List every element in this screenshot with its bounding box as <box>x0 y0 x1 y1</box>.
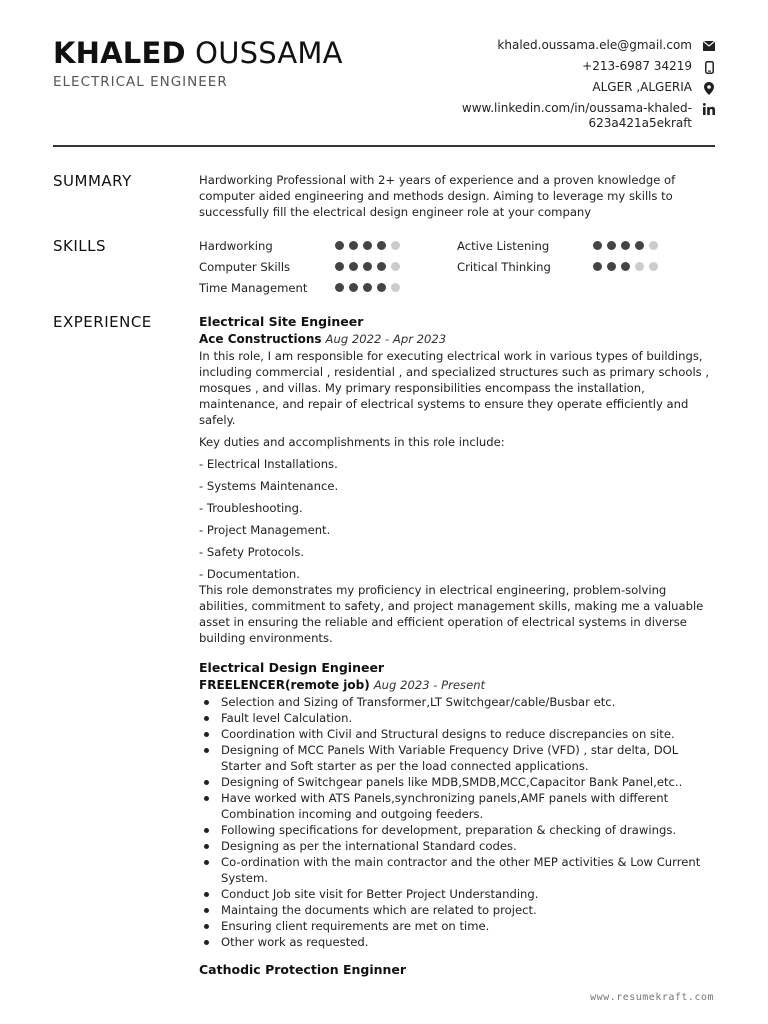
list-item: Maintaing the documents which are related to project. <box>199 902 715 918</box>
job-paragraph: - Documentation. <box>199 567 300 581</box>
skill-name: Time Management <box>199 280 308 295</box>
job-entry <box>199 659 715 950</box>
job-closing: This role demonstrates my proficiency in electrical engineering, problem-solving abilities, commitment to safety, and project management skills, making me a valuable asset in ensuring the reliable and efficient operation of electrical systems in diverse building environments. <box>199 583 704 645</box>
phone-icon <box>702 60 716 74</box>
rating-dot <box>607 241 616 250</box>
header-divider <box>53 145 715 147</box>
job-description <box>199 348 715 582</box>
list-item: Designing as per the international Standard codes. <box>199 838 715 854</box>
skill-name: Hardworking <box>199 238 273 253</box>
skill-row <box>457 256 715 277</box>
rating-dot <box>349 283 358 292</box>
list-item: Co-ordination with the main contractor and the other MEP activities & Low Current System. <box>199 854 715 886</box>
experience-heading: EXPERIENCE <box>53 313 152 331</box>
skill-row <box>199 256 457 277</box>
summary-heading: SUMMARY <box>53 172 132 190</box>
experience-section <box>53 313 715 983</box>
rating-dot <box>607 262 616 271</box>
skills-section <box>53 237 715 301</box>
job-paragraph: Key duties and accomplishments in this role include: <box>199 435 505 449</box>
skill-name: Critical Thinking <box>457 259 551 274</box>
list-item: Following specifications for development, preparation & checking of drawings. <box>199 822 715 838</box>
contact-phone[interactable]: +213-6987 34219 <box>386 59 716 74</box>
contact-linkedin[interactable]: www.linkedin.com/in/oussama-khaled-623a421a5ekraft <box>386 101 716 131</box>
job-paragraph: - Troubleshooting. <box>199 501 303 515</box>
rating-dot <box>635 241 644 250</box>
resume-header <box>53 36 343 90</box>
job-entry <box>199 313 715 646</box>
job-paragraph: - Safety Protocols. <box>199 545 305 559</box>
job-bullets <box>199 694 715 950</box>
job-meta <box>199 331 715 348</box>
skills-grid <box>199 235 715 298</box>
rating-dot <box>363 241 372 250</box>
job-entry <box>199 961 715 979</box>
rating-dot <box>391 262 400 271</box>
candidate-name: KHALED OUSSAMA <box>53 36 343 70</box>
list-item: Have worked with ATS Panels,synchronizing panels,AMF panels with different Combination incoming and outgoing feeders. <box>199 790 715 822</box>
experience-list <box>199 313 715 979</box>
rating-dot <box>649 241 658 250</box>
rating-dot <box>335 241 344 250</box>
contact-location: ALGER ,ALGERIA <box>386 80 716 95</box>
job-title: Electrical Site Engineer <box>199 314 364 329</box>
skills-left-column <box>199 235 457 298</box>
rating-dot <box>649 262 658 271</box>
rating-dot <box>335 262 344 271</box>
skill-rating <box>335 283 405 292</box>
job-paragraph: In this role, I am responsible for executing electrical work in various types of buildings, including commercial , residential , and specialized structures such as primary schools , mosques , and villas. My primary responsibilities encompass the installation, maintenance, and repair of electrical systems to ensure they operate efficiently and safely. <box>199 349 710 427</box>
skill-rating <box>335 241 405 250</box>
job-title: Cathodic Protection Enginner <box>199 962 407 977</box>
job-meta <box>199 677 715 694</box>
contact-block <box>386 38 716 137</box>
skill-name: Active Listening <box>457 238 550 253</box>
list-item: Selection and Sizing of Transformer,LT Switchgear/cable/Busbar etc. <box>199 694 715 710</box>
rating-dot <box>391 241 400 250</box>
map-pin-icon <box>702 81 716 95</box>
skills-heading: SKILLS <box>53 237 107 255</box>
skill-row <box>457 235 715 256</box>
job-title-heading: ELECTRICAL ENGINEER <box>53 74 228 90</box>
list-item: Designing of Switchgear panels like MDB,SMDB,MCC,Capacitor Bank Panel,etc.. <box>199 774 715 790</box>
job-paragraph: - Electrical Installations. <box>199 457 338 471</box>
rating-dot <box>349 262 358 271</box>
skill-row <box>199 277 457 298</box>
rating-dot <box>621 262 630 271</box>
rating-dot <box>391 283 400 292</box>
skill-name: Computer Skills <box>199 259 291 274</box>
list-item: Coordination with Civil and Structural designs to reduce discrepancies on site. <box>199 726 715 742</box>
watermark: www.resumekraft.com <box>590 992 714 1003</box>
skill-rating <box>593 262 663 271</box>
list-item: Other work as requested. <box>199 934 715 950</box>
job-paragraph: - Project Management. <box>199 523 331 537</box>
rating-dot <box>593 241 602 250</box>
job-title: Electrical Design Engineer <box>199 660 385 675</box>
job-date: Aug 2022 - Apr 2023 <box>325 332 447 346</box>
summary-section <box>53 172 715 222</box>
job-date: Aug 2023 - Present <box>373 678 486 692</box>
job-company: FREELENCER(remote job) <box>199 678 370 692</box>
rating-dot <box>593 262 602 271</box>
skill-rating <box>335 262 405 271</box>
rating-dot <box>377 283 386 292</box>
skill-rating <box>593 241 663 250</box>
rating-dot <box>363 283 372 292</box>
skill-row <box>199 235 457 256</box>
rating-dot <box>349 241 358 250</box>
rating-dot <box>635 262 644 271</box>
summary-text: Hardworking Professional with 2+ years of experience and a proven knowledge of computer aided engineering and methods design. Aiming to leverage my skills to successfully fill the electrical design engineer role at your company <box>199 173 676 219</box>
skills-right-column <box>457 235 715 298</box>
rating-dot <box>621 241 630 250</box>
job-paragraph: - Systems Maintenance. <box>199 479 339 493</box>
rating-dot <box>335 283 344 292</box>
list-item: Fault level Calculation. <box>199 710 715 726</box>
rating-dot <box>377 262 386 271</box>
list-item: Conduct Job site visit for Better Project Understanding. <box>199 886 715 902</box>
list-item: Ensuring client requirements are met on time. <box>199 918 715 934</box>
contact-email[interactable]: khaled.oussama.ele@gmail.com <box>386 38 716 53</box>
rating-dot <box>377 241 386 250</box>
rating-dot <box>363 262 372 271</box>
job-company: Ace Constructions <box>199 332 322 346</box>
envelope-icon <box>702 39 716 53</box>
list-item: Designing of MCC Panels With Variable Frequency Drive (VFD) , star delta, DOL Starter and Soft starter as per the load connected applications. <box>199 742 715 774</box>
linkedin-icon <box>702 102 716 116</box>
